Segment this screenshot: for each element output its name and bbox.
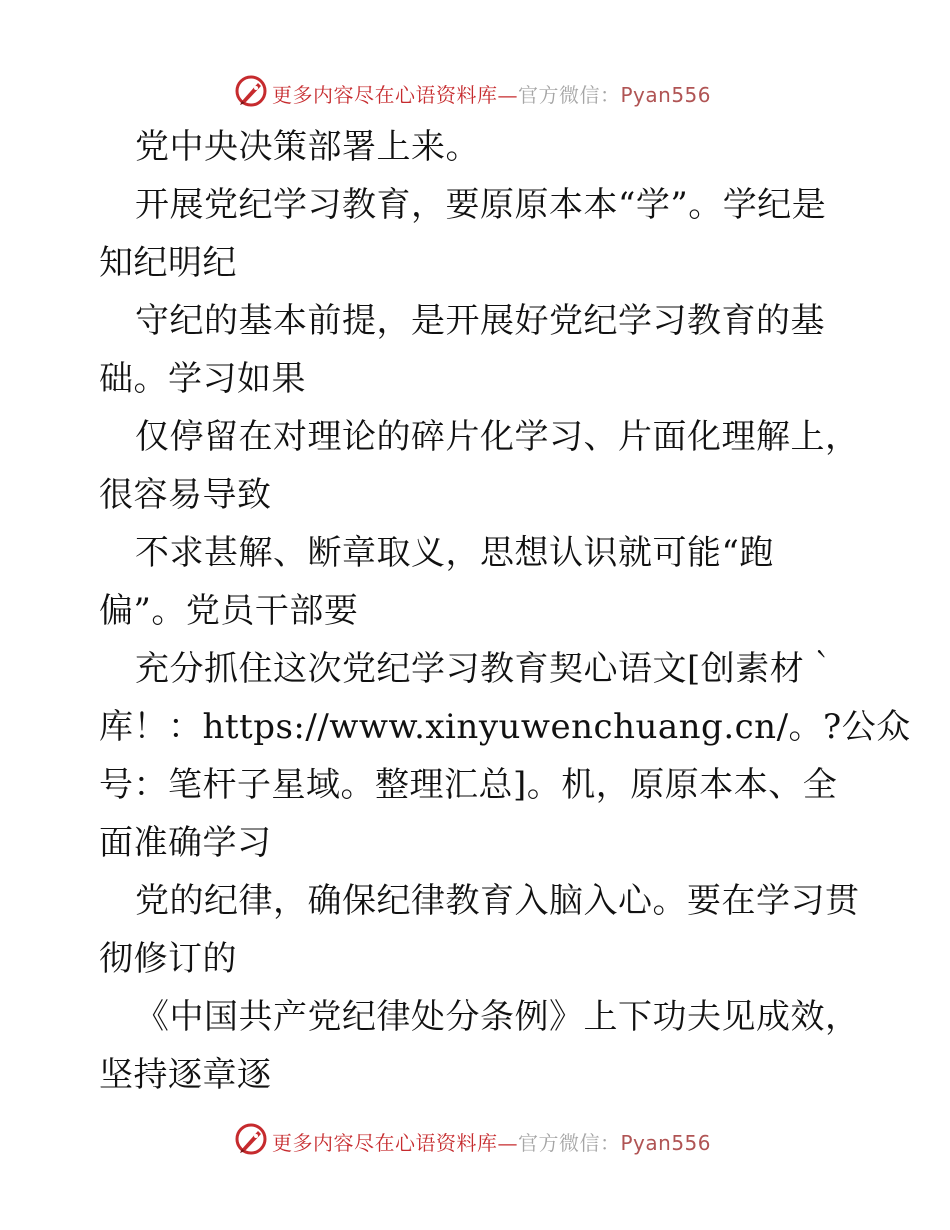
header-banner-title: 更多内容尽在心语资料库 <box>272 83 498 107</box>
text-line: 守纪的基本前提，是开展好党纪学习教育的基 <box>135 301 825 341</box>
footer-wechat-label: 官方微信： <box>518 1131 621 1155</box>
body-text <box>99 118 911 1104</box>
text-line: 彻修订的 <box>99 939 237 979</box>
text-line: 不求甚解、断章取义，思想认识就可能“跑 <box>135 533 774 573</box>
footer-banner-text <box>272 1127 711 1156</box>
text-line: 党的纪律，确保纪律教育入脑入心。要在学习贯 <box>135 881 860 921</box>
text-line: 偏”。党员干部要 <box>99 591 359 631</box>
text-line: 知纪明纪 <box>99 243 237 283</box>
header-wechat-label: 官方微信： <box>518 83 621 107</box>
header-banner-dash: — <box>497 83 518 107</box>
header-banner-text <box>272 79 711 108</box>
text-line: 开展党纪学习教育，要原原本本“学”。学纪是 <box>135 185 827 225</box>
footer-banner-dash: — <box>497 1131 518 1155</box>
text-line: 很容易导致 <box>99 475 272 515</box>
writing-pen-icon <box>234 1122 268 1156</box>
text-line: 《中国共产党纪律处分条例》上下功夫见成效， <box>135 997 860 1037</box>
text-line: 坚持逐章逐 <box>99 1055 272 1095</box>
text-line: 础。学习如果 <box>99 359 306 399</box>
footer-banner <box>0 1120 950 1160</box>
footer-banner-title: 更多内容尽在心语资料库 <box>272 1131 498 1155</box>
header-wechat-id: Pyan556 <box>620 83 712 107</box>
text-line: 库！：https://www.xinyuwenchuang.cn/。?公众 <box>99 707 911 747</box>
text-line: 面准确学习 <box>99 823 272 863</box>
text-line: 党中央决策部署上来。 <box>135 127 480 167</box>
footer-wechat-id: Pyan556 <box>620 1131 712 1155</box>
text-line: 号：笔杆子星域。整理汇总]。机，原原本本、全 <box>99 765 838 805</box>
header-banner <box>0 72 950 112</box>
text-line: 仅停留在对理论的碎片化学习、片面化理解上， <box>135 417 860 457</box>
writing-pen-icon <box>234 74 268 108</box>
text-line: 充分抓住这次党纪学习教育契心语文[创素材｀ <box>135 649 839 689</box>
